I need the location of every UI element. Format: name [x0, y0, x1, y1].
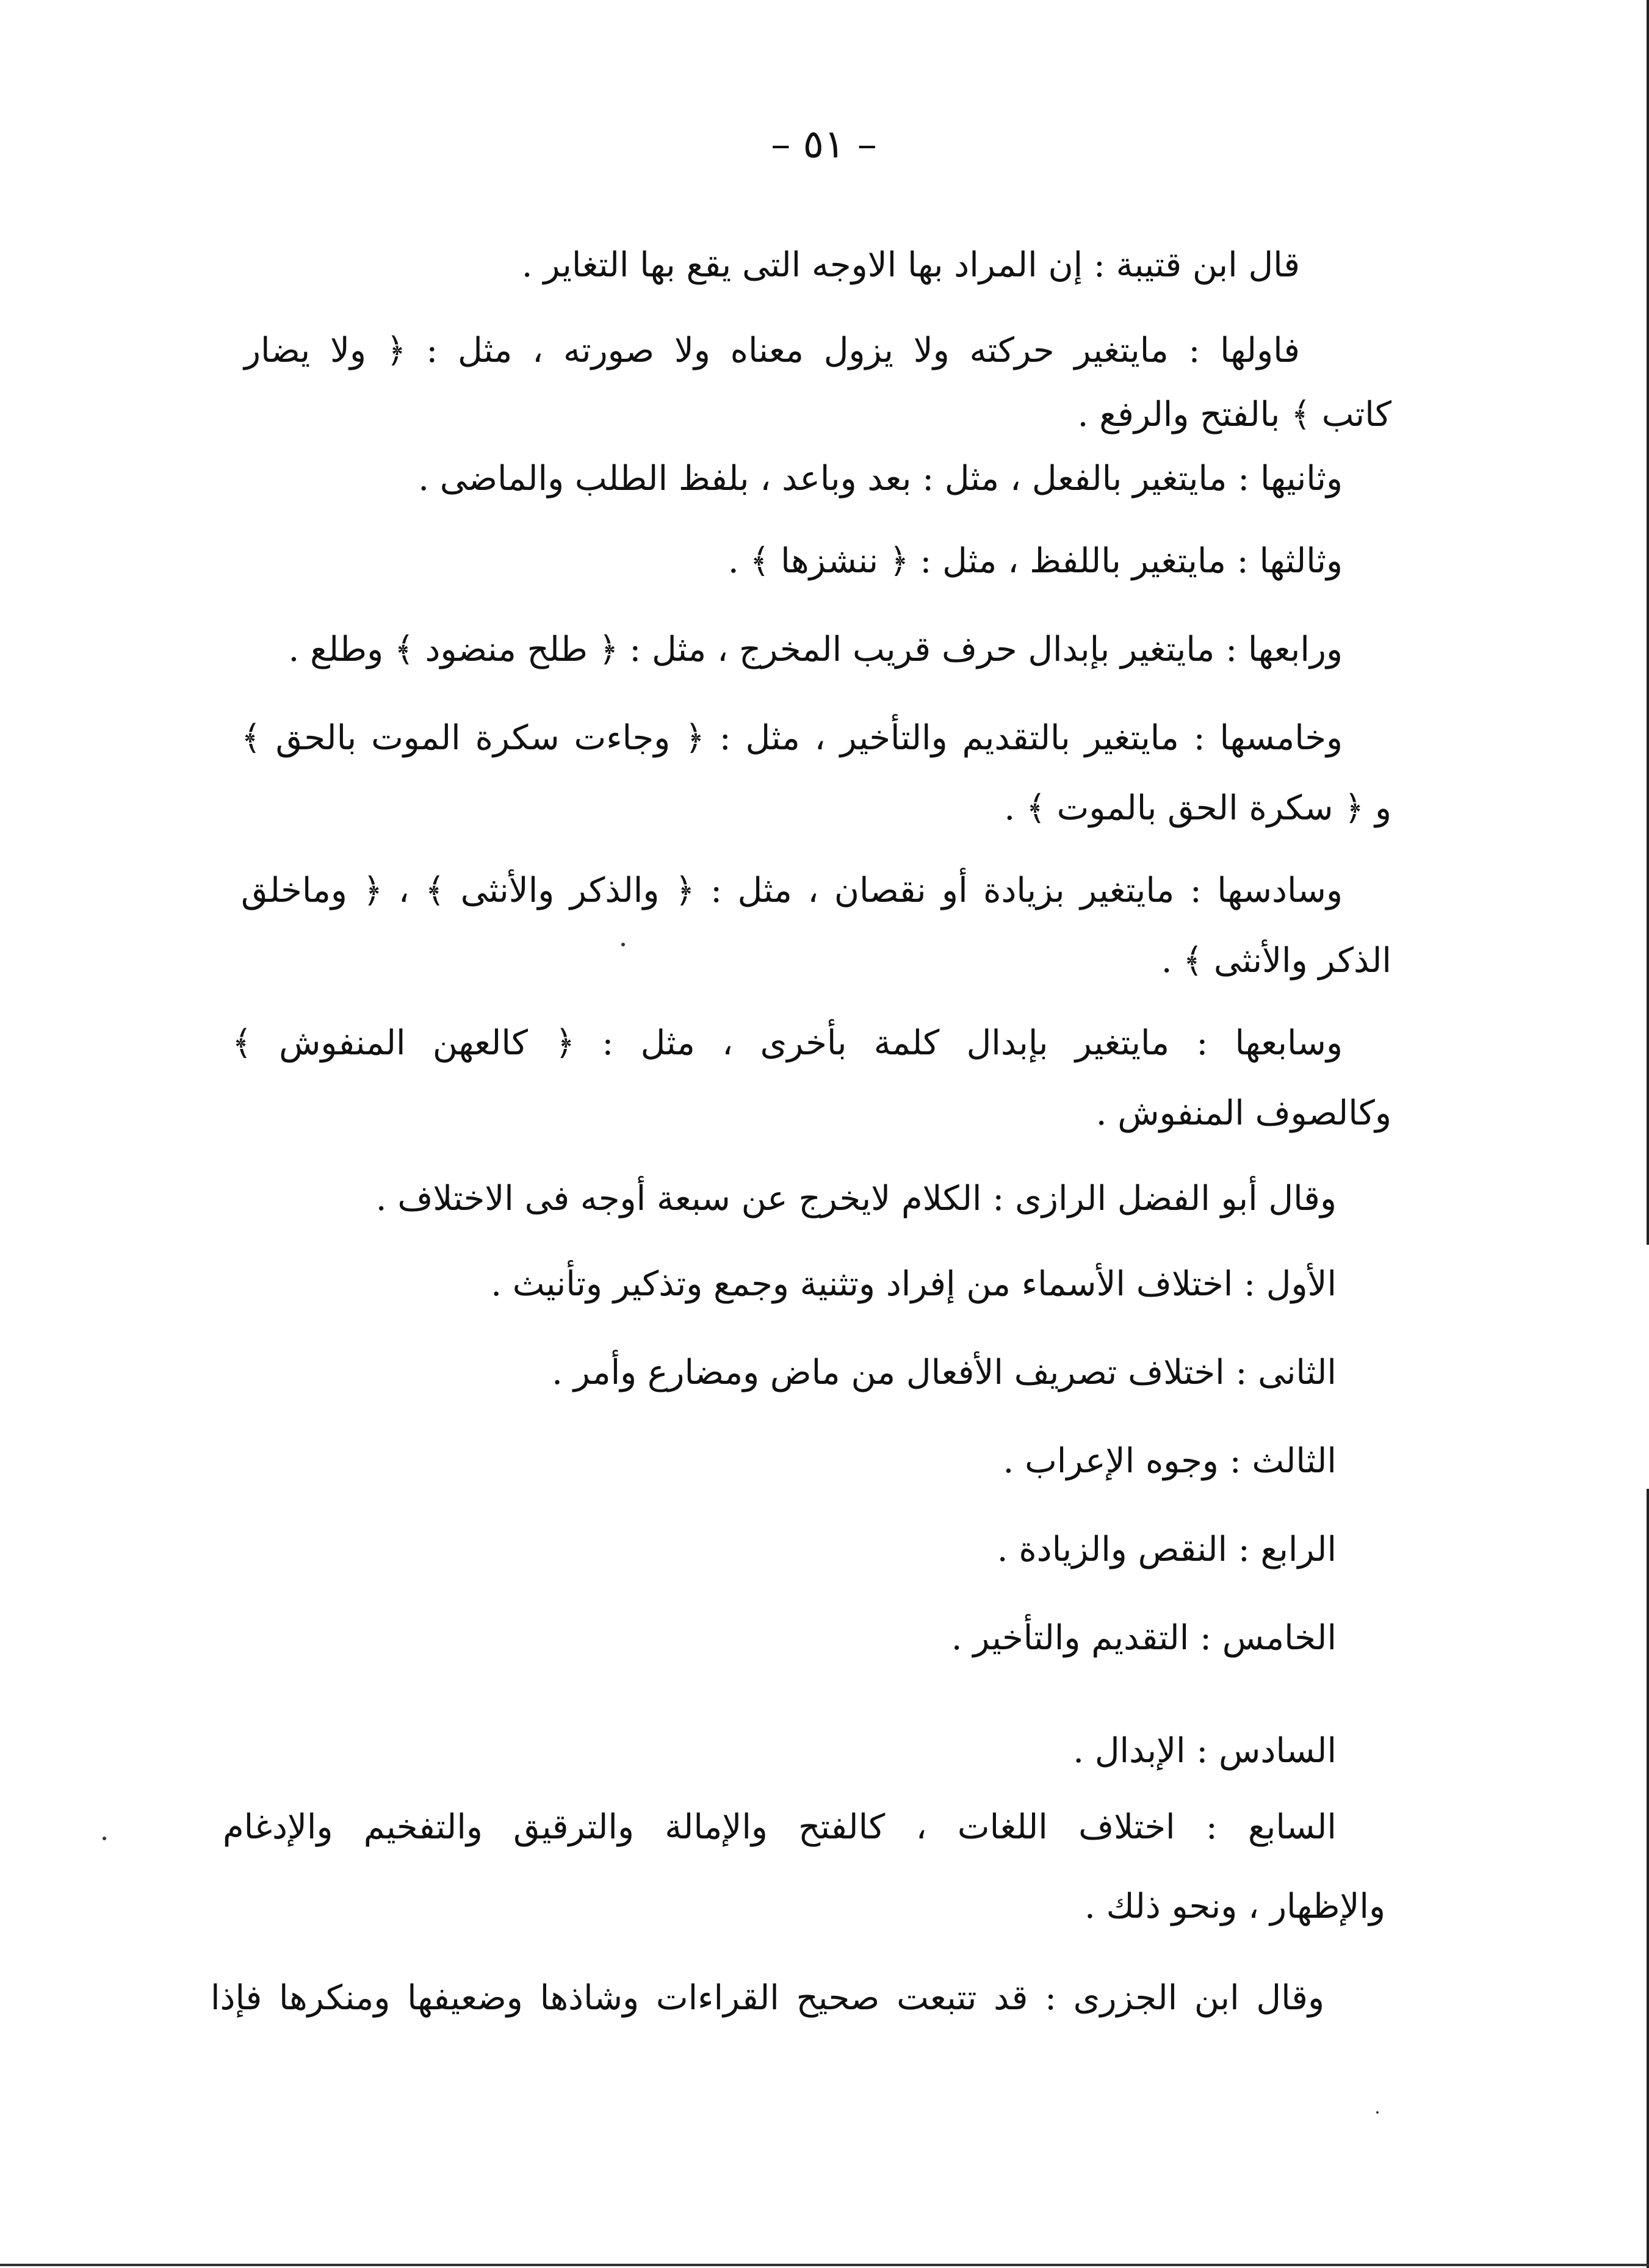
text-line: وثالثها : مايتغير باللفظ ، مثل : ﴿ ننشزها ﴾ .: [727, 541, 1343, 581]
text-line: والإظهار ، ونحو ذلك .: [1084, 1887, 1385, 1926]
page-edge-bottom: [0, 2264, 1649, 2266]
page-number: – ٥١ –: [771, 122, 877, 167]
text-line: فاولها : مايتغير حركته ولا يزول معناه ولا صورته ، مثل : ﴿ ولا يضار: [244, 331, 1300, 370]
text-line: الخامس : التقديم والتأخير .: [951, 1618, 1337, 1658]
scan-speck: [103, 1837, 106, 1840]
page-edge-right: [1647, 0, 1649, 1245]
text-line: السابع : اختلاف اللغات ، كالفتح والإمالة والترقيق والتفخيم والإدغام: [223, 1807, 1337, 1847]
text-line: وقال ابن الجزرى : قد تتبعت صحيح القراءات وشاذها وضعيفها ومنكرها فإذا: [211, 1978, 1324, 2018]
text-line: وسابعها : مايتغير بإبدال كلمة بأخرى ، مثل : ﴿ كالعهن المنفوش ﴾: [232, 1023, 1343, 1063]
text-line: كاتب ﴾ بالفتح والرفع .: [1077, 395, 1391, 434]
text-line: الذكر والأنثى ﴾ .: [1161, 941, 1391, 981]
page-edge-right-lower: [1647, 1489, 1649, 2268]
text-line: الثالث : وجوه الإعراب .: [1003, 1441, 1337, 1481]
text-line: وقال أبو الفضل الرازى : الكلام لايخرج عن سبعة أوجه فى الاختلاف .: [375, 1179, 1337, 1219]
text-line: الرابع : النقص والزيادة .: [997, 1530, 1337, 1569]
text-line: وسادسها : مايتغير بزيادة أو نقصان ، مثل : ﴿ والذكر والأنثى ﴾ ، ﴿ وماخلق: [241, 871, 1343, 910]
text-line: الأول : اختلاف الأسماء من إفراد وتثنية وجمع وتذكير وتأنيث .: [491, 1264, 1337, 1304]
scan-speck: [621, 943, 625, 946]
text-line: السادس : الإبدال .: [1073, 1731, 1337, 1771]
text-line: وخامسها : مايتغير بالتقديم والتأخير ، مثل : ﴿ وجاءت سكرة الموت بالحق ﴾: [241, 718, 1343, 758]
scan-speck: [1376, 2111, 1379, 2114]
text-line: قال ابن قتيبة : إن المراد بها الاوجه التى يقع بها التغاير .: [521, 245, 1300, 285]
text-line: ورابعها : مايتغير بإبدال حرف قريب المخرج ، مثل : ﴿ طلح منضود ﴾ وطلع .: [288, 630, 1343, 669]
text-line: الثانى : اختلاف تصريف الأفعال من ماض ومضارع وأمر .: [552, 1353, 1337, 1392]
text-line: وكالصوف المنفوش .: [1095, 1093, 1391, 1133]
text-line: و ﴿ سكرة الحق بالموت ﴾ .: [1004, 788, 1391, 828]
text-line: وثانيها : مايتغير بالفعل ، مثل : بعد وباعد ، بلفظ الطلب والماضى .: [418, 459, 1343, 499]
